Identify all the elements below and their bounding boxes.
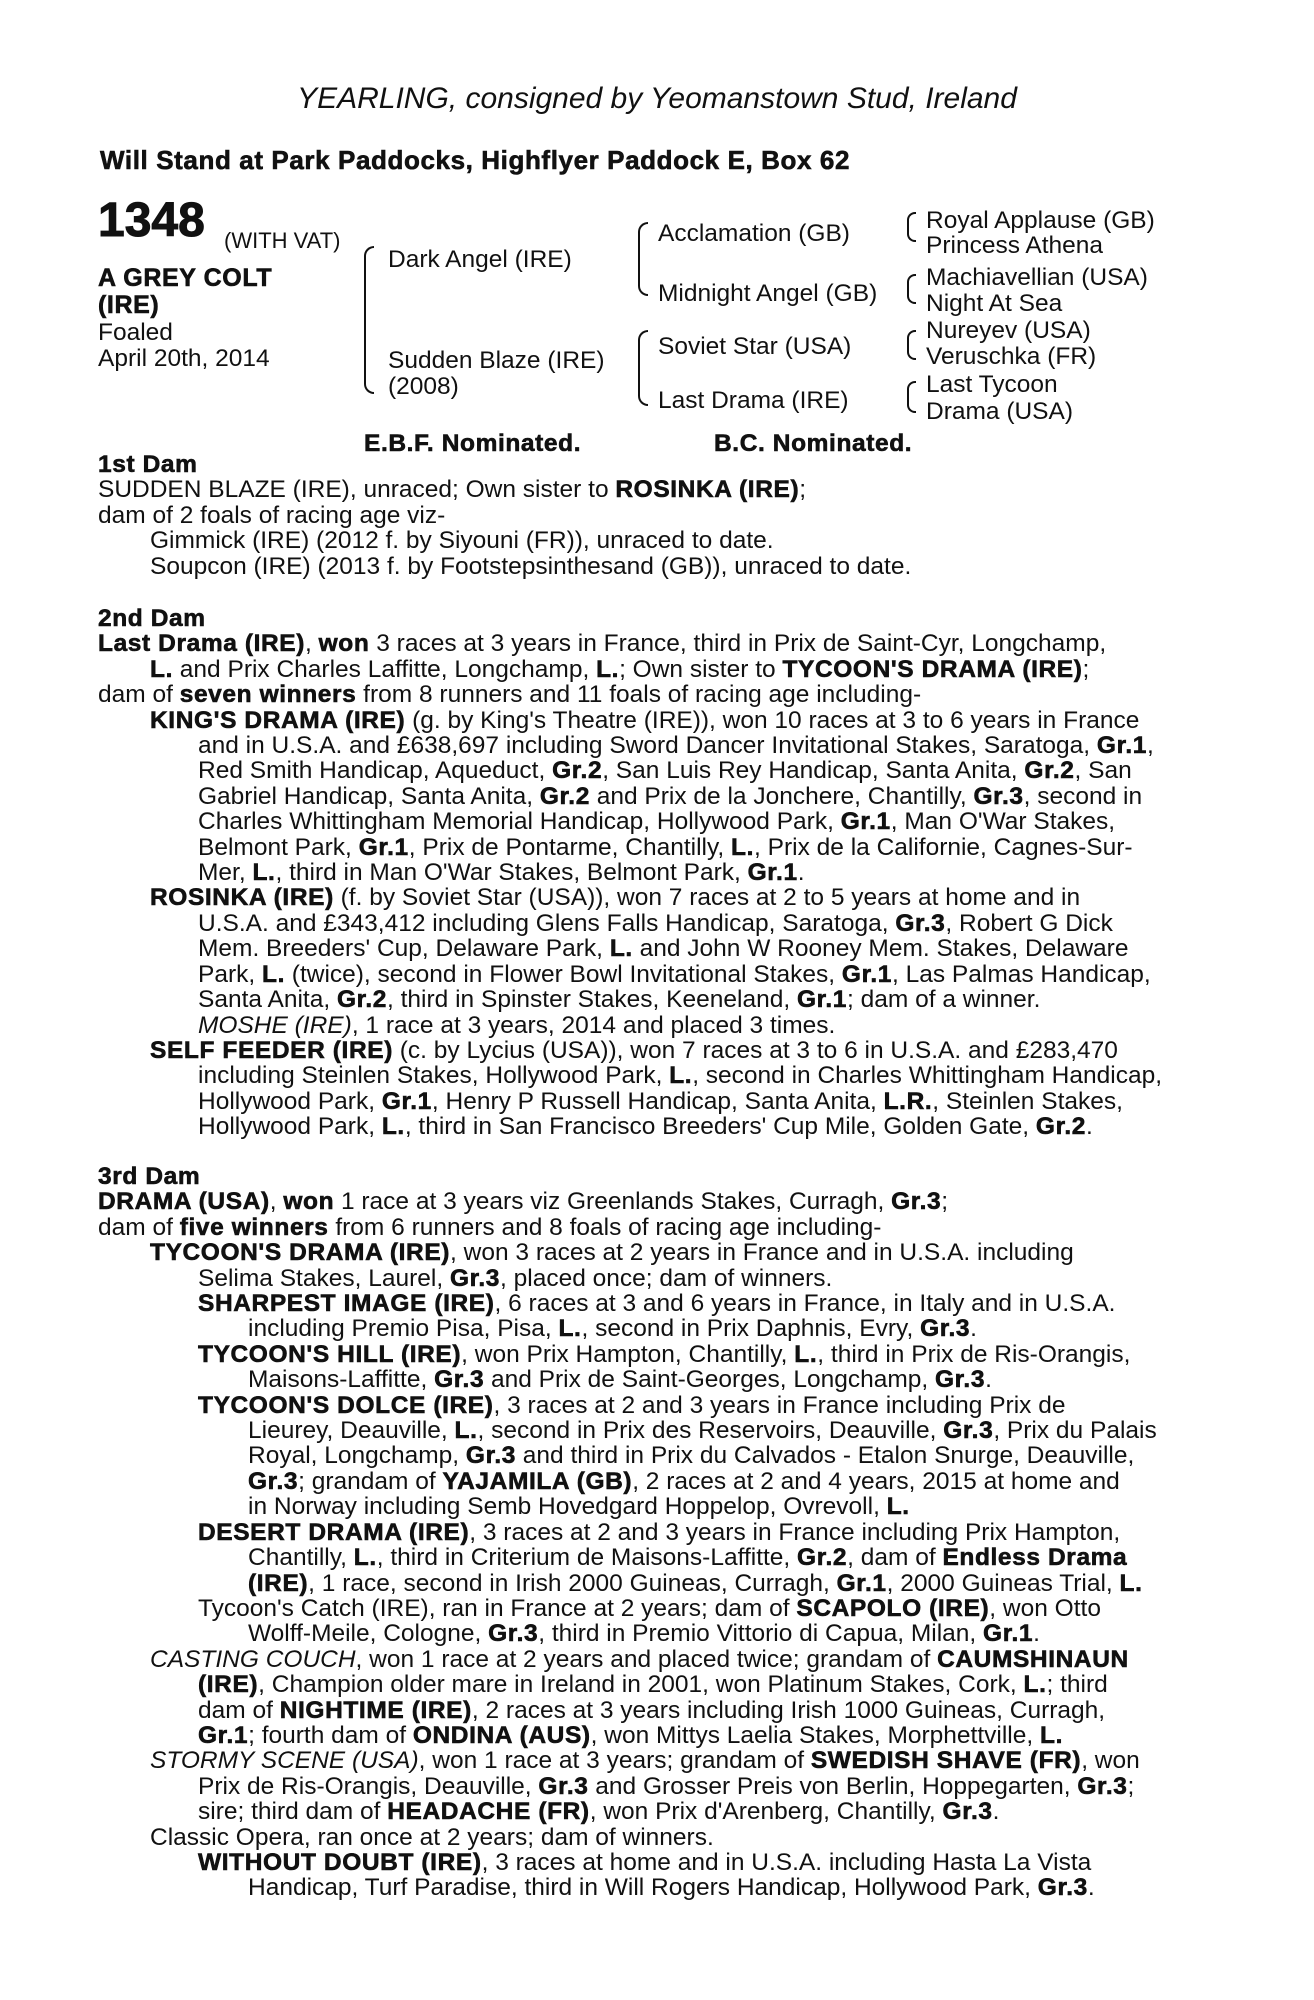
vat-label: (WITH VAT) <box>224 228 341 253</box>
third-dam-line: dam of five winners from 6 runners and 8 foals of racing age including- <box>98 1213 882 1241</box>
stormy-scene-entry: STORMY SCENE (USA), won 1 race at 3 years; grandam of SWEDISH SHAVE (FR), won Prix de Ris-Orangis, Deauville, Gr.3 and Grosser Preis von Berlin, Hoppegarten, Gr.3; sire; third dam of HEADACHE (FR), won Prix d'Arenberg, Chantilly, Gr.3. <box>150 1747 1140 1826</box>
second-dam-line: Last Drama (IRE), won 3 races at 3 years in France, third in Prix de Saint-Cyr, Longchamp, <box>98 630 1107 658</box>
pedigree-bracket-sire <box>638 222 648 296</box>
first-dam-heading: 1st Dam <box>98 451 198 478</box>
classic-opera-entry: Classic Opera, ran once at 2 years; dam of winners. WITHOUT DOUBT (IRE), 3 races at home and in U.S.A. including Hasta La Vista Handicap, Turf Paradise, third in Will Rogers Handicap, Hollywood Park, Gr.3. <box>98 1825 1204 1901</box>
pedigree-sire-sire: Acclamation (GB) <box>658 220 850 247</box>
kings-drama-entry: KING'S DRAMA (IRE) (g. by King's Theatre (IRE)), won 10 races at 3 to 6 years in France and in U.S.A. and £638,697 including Sword Dancer Invitational Stakes, Saratoga, Gr.1, Red Smith Handicap, Aqueduct, Gr.2, San Luis Rey Handicap, Santa Anita, Gr.2, San Gabriel Handicap, Santa Anita, Gr.2 and Prix de la Jonchere, Chantilly, Gr.3, second in Charles Whittingham Memorial Handicap, Hollywood Park, Gr.1, Man O'War Stakes, Belmont Park, Gr.1, Prix de Pontarme, Chantilly, L., Prix de la Californie, Cagnes-Sur- Mer, L., third in Man O'War Stakes, Belmont Park, Gr.1. <box>150 706 1154 887</box>
foaled-date: April 20th, 2014 <box>98 345 270 372</box>
pedigree-sire: Dark Angel (IRE) <box>388 246 572 273</box>
pedigree-dds: Last Tycoon <box>926 371 1058 398</box>
sex-line1: A GREY COLT <box>98 264 273 292</box>
pedigree-dam-dam: Last Drama (IRE) <box>658 387 849 414</box>
pedigree-dam: Sudden Blaze (IRE) <box>388 347 605 374</box>
lot-number: 1348 <box>98 194 205 247</box>
self-feeder-entry: SELF FEEDER (IRE) (c. by Lycius (USA)), won 7 races at 3 to 6 in U.S.A. and £283,470 including Steinlen Stakes, Hollywood Park, L., second in Charles Whittingham Handicap, Hollywood Park, Gr.1, Henry P Russell Handicap, Santa Anita, L.R., Steinlen Stakes, Hollywood Park, L., third in San Francisco Breeders' Cup Mile, Golden Gate, Gr.2. <box>150 1036 1163 1141</box>
pedigree-sds: Machiavellian (USA) <box>926 264 1148 291</box>
first-dam-section <box>98 452 911 579</box>
casting-couch-entry: CASTING COUCH, won 1 race at 2 years and placed twice; grandam of CAUMSHINAUN (IRE), Champion older mare in Ireland in 2001, won Platinum Stakes, Cork, L.; third dam of NIGHTIME (IRE), 2 races at 3 years including Irish 1000 Guineas, Curragh, Gr.1; fourth dam of ONDINA (AUS), won Mittys Laelia Stakes, Morphettville, L. <box>150 1645 1129 1749</box>
second-dam-heading: 2nd Dam <box>98 605 206 632</box>
foaled-label: Foaled <box>98 319 173 346</box>
second-dam-line: L. and Prix Charles Laffitte, Longchamp, L.; Own sister to TYCOON'S DRAMA (IRE); <box>150 655 1090 683</box>
produce-line: Gimmick (IRE) (2012 f. by Siyouni (FR)), unraced to date. <box>150 527 774 555</box>
pedigree-ddd: Drama (USA) <box>926 398 1074 425</box>
sharpest-image-entry: SHARPEST IMAGE (IRE), 6 races at 3 and 6 years in France, in Italy and in U.S.A. including Premio Pisa, Pisa, L., second in Prix Daphnis, Evry, Gr.3. <box>198 1290 1116 1343</box>
second-dam-line: dam of seven winners from 8 runners and 11 foals of racing age including- <box>98 681 922 709</box>
pedigree-bracket-dd <box>907 381 916 413</box>
third-dam-section <box>98 1164 1204 1901</box>
third-dam-heading: 3rd Dam <box>98 1163 201 1190</box>
tycoons-drama-entry: TYCOON'S DRAMA (IRE), won 3 races at 2 years in France and in U.S.A. including Selima Stakes, Laurel, Gr.3, placed once; dam of winners. SHARPEST IMAGE (IRE), 6 races at 3 and 6 years in France, in Italy and in U.S.A. including Premio Pisa, Pisa, L., second in Prix Daphnis, Evry, Gr.3. TYCOON'S HILL (IRE), won Prix Hampton, Chantilly, L., third in Prix de Ris-Orangis, Maisons-Laffitte, Gr.3 and Prix de Saint-Georges, Longchamp, Gr.3. TYCOON'S DOLCE (IRE), 3 races at 2 and 3 years in France including Prix de Lieurey, Deauville, L., second in Prix des Reservoirs, Deauville, Gr.3, Prix du Palais Royal, Longchamp, Gr.3 and third in Prix du Calvados - Etalon Snurge, Deauville, Gr.3; grandam of YAJAMILA (GB), 2 races at 2 and 4 years, 2015 at home and in Norway including Semb Hovedgard Hoppelop, Ovrevoll, L. DESERT DRAMA (IRE), 3 races at 2 and 3 years in France including Prix Hampton, Chantilly, L., third in Criterium de Maisons-Laffitte, Gr.2, dam of Endless Drama (IRE), 1 race, second in Irish 2000 Guineas, Curragh, Gr.1, 2000 Guineas Trial, L. Tycoon's Catch (IRE), ran in France at 2 years; dam of SCAPOLO (IRE), won Otto Wolff-Meile, Cologne, Gr.3, third in Premio Vittorio di Capua, Milan, Gr.1. <box>98 1240 1204 1647</box>
consignor-line: YEARLING, consigned by Yeomanstown Stud, Ireland <box>297 82 1017 115</box>
pedigree-ssd: Princess Athena <box>926 232 1104 259</box>
third-dam-line: DRAMA (USA), won 1 race at 3 years viz Greenlands Stakes, Curragh, Gr.3; <box>98 1188 949 1216</box>
pedigree-dam-year: (2008) <box>388 373 459 400</box>
stand-location: Will Stand at Park Paddocks, Highflyer Paddock E, Box 62 <box>100 145 851 175</box>
ebf-nominated: E.B.F. Nominated. <box>364 430 582 457</box>
tycoons-catch-entry: Tycoon's Catch (IRE), ran in France at 2 years; dam of SCAPOLO (IRE), won Otto Wolff-Meile, Cologne, Gr.3, third in Premio Vittorio di Capua, Milan, Gr.1. <box>198 1594 1101 1648</box>
tycoons-hill-entry: TYCOON'S HILL (IRE), won Prix Hampton, Chantilly, L., third in Prix de Ris-Orangis, Maisons-Laffitte, Gr.3 and Prix de Saint-Georges, Longchamp, Gr.3. <box>198 1340 1131 1394</box>
rosinka-entry: ROSINKA (IRE) (f. by Soviet Star (USA)), won 7 races at 2 to 5 years at home and in U.S.A. and £343,412 including Glens Falls Handicap, Saratoga, Gr.3, Robert G Dick Mem. Breeders' Cup, Delaware Park, L. and John W Rooney Mem. Stakes, Delaware Park, L. (twice), second in Flower Bowl Invitational Stakes, Gr.1, Las Palmas Handicap, Santa Anita, Gr.2, third in Spinster Stakes, Keeneland, Gr.1; dam of a winner. MOSHE (IRE), 1 race at 3 years, 2014 and placed 3 times. <box>150 884 1151 1039</box>
pedigree-bracket-sd <box>907 274 916 304</box>
desert-drama-entry: DESERT DRAMA (IRE), 3 races at 2 and 3 years in France including Prix Hampton, Chantilly, L., third in Criterium de Maisons-Laffitte, Gr.2, dam of Endless Drama (IRE), 1 race, second in Irish 2000 Guineas, Curragh, Gr.1, 2000 Guineas Trial, L. <box>198 1518 1143 1597</box>
pedigree-bracket-gen1 <box>364 246 374 394</box>
pedigree-bracket-ss <box>907 212 916 242</box>
pedigree-dsd: Veruschka (FR) <box>926 343 1097 370</box>
pedigree-sss: Royal Applause (GB) <box>926 207 1155 234</box>
produce-line: Soupcon (IRE) (2013 f. by Footstepsinthesand (GB)), unraced to date. <box>150 552 912 580</box>
without-doubt-entry: WITHOUT DOUBT (IRE), 3 races at home and in U.S.A. including Hasta La Vista Handicap, Turf Paradise, third in Will Rogers Handicap, Hollywood Park, Gr.3. <box>198 1848 1095 1902</box>
second-dam-section <box>98 606 1204 1140</box>
first-dam-line: SUDDEN BLAZE (IRE), unraced; Own sister to ROSINKA (IRE); <box>98 476 807 504</box>
pedigree-bracket-dam <box>638 330 648 406</box>
pedigree-bracket-ds <box>907 330 916 360</box>
pedigree-sdd: Night At Sea <box>926 290 1063 317</box>
pedigree-dam-sire: Soviet Star (USA) <box>658 333 852 360</box>
pedigree-sire-dam: Midnight Angel (GB) <box>658 280 878 307</box>
pedigree-dss: Nureyev (USA) <box>926 317 1091 344</box>
sex-line2: (IRE) <box>98 291 160 319</box>
bc-nominated: B.C. Nominated. <box>714 430 913 457</box>
first-dam-line: dam of 2 foals of racing age viz- <box>98 501 446 529</box>
tycoons-dolce-entry: TYCOON'S DOLCE (IRE), 3 races at 2 and 3 years in France including Prix de Lieurey, Deauville, L., second in Prix des Reservoirs, Deauville, Gr.3, Prix du Palais Royal, Longchamp, Gr.3 and third in Prix du Calvados - Etalon Snurge, Deauville, Gr.3; grandam of YAJAMILA (GB), 2 races at 2 and 4 years, 2015 at home and in Norway including Semb Hovedgard Hoppelop, Ovrevoll, L. <box>198 1391 1157 1521</box>
